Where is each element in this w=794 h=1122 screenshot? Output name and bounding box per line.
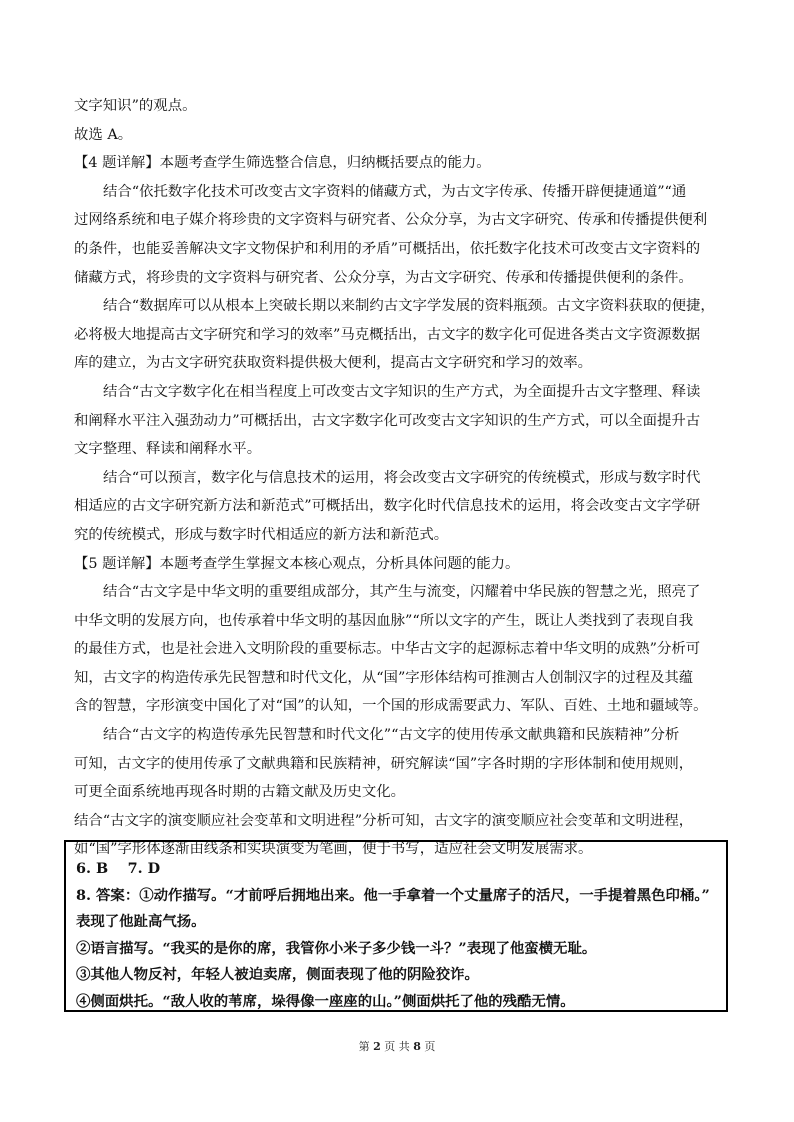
text-line: 故选 A。: [74, 126, 133, 143]
text-line: 可更全面系统地再现各时期的古籍文献及历史文化。: [74, 784, 405, 801]
text-line: 含的智慧，字形演变中国化了对“国”的认知，一个国的形成需要武力、军队、百姓、土地和疆域等。: [74, 698, 708, 715]
answer-line: ④侧面烘托。“敌人收的苇席，垛得像一座座的山。”侧面烘托了他的残酷无情。: [76, 992, 575, 1010]
total-page-number: 8: [413, 1040, 421, 1053]
text-line: 结合“古文字是中华文明的重要组成部分，其产生与流变，闪耀着中华民族的智慧之光，照亮了: [103, 584, 701, 601]
text-line: 结合“古文字数字化在相当程度上可改变古文字知识的生产方式，为全面提升古文字整理、释读: [103, 383, 701, 400]
answer-line: ②语言描写。“我买的是你的席，我管你小米子多少钱一斗？”表现了他蛮横无耻。: [76, 939, 597, 957]
footer-suffix: 页: [424, 1040, 436, 1053]
explanation-text: [74, 92, 724, 864]
text-line: 必将极大地提高古文字研究和学习的效率”马克概括出，古文字的数字化可促进各类古文字资源数据: [74, 326, 701, 343]
answer-line: 表现了他趾高气扬。: [76, 913, 206, 930]
text-line: 结合“数据库可以从根本上突破长期以来制约古文字学发展的资料瓶颈。古文字资料获取的便捷，: [103, 298, 715, 315]
text-line: 文字知识”的观点。: [74, 98, 197, 114]
text-line: 结合“古文字的演变顺应社会变革和文明进程”分析可知，古文字的演变顺应社会变革和文明进程，: [74, 812, 694, 829]
footer-middle: 页 共: [384, 1040, 410, 1053]
text-line: 库的建立，为古文字研究获取资料提供极大便利，提高古文字研究和学习的效率。: [74, 355, 593, 372]
text-line: 文字整理、释读和阐释水平。: [74, 441, 262, 458]
text-line: 和阐释水平注入强劲动力”可概括出，古文字数字化可改变古文字知识的生产方式，可以全面提升古: [74, 412, 701, 429]
footer-prefix: 第: [358, 1040, 370, 1053]
text-line: 相适应的古文字研究新方法和新范式”可概括出，数字化时代信息技术的运用，将会改变古文字学研: [74, 498, 701, 515]
page-footer: [0, 1038, 794, 1054]
section-heading-q5: 【5 题详解】本题考查学生掌握文本核心观点，分析具体问题的能力。: [74, 555, 520, 572]
text-line: 究的传统模式，形成与数字时代相适应的新方法和新范式。: [74, 526, 449, 543]
answer-line: ③其他人物反衬，年轻人被迫卖席，侧面表现了他的阴险狡诈。: [76, 966, 479, 983]
text-line: 结合“可以预言，数字化与信息技术的运用，将会改变古文字研究的传统模式，形成与数字时代: [103, 469, 701, 486]
text-line: 中华文明的发展方向，也传承着中华文明的基因血脉”“所以文字的产生，既让人类找到了表现自我: [74, 612, 694, 629]
text-line: 结合“依托数字化技术可改变古文字资料的储藏方式，为古文字传承、传播开辟便捷通道”“通: [103, 183, 687, 200]
text-line: 结合“古文字的构造传承先民智慧和时代文化”“古文字的使用传承文献典籍和民族精神”分析: [103, 727, 680, 744]
section-heading-q4: 【4 题详解】本题考查学生筛选整合信息，归纳概括要点的能力。: [74, 155, 491, 172]
text-line: 如“国”字形体逐渐由线条和实块演变为笔画，便于书写，适应社会文明发展需求。: [74, 841, 593, 858]
current-page-number: 2: [373, 1040, 381, 1053]
answer-line: 8. 答案：①动作描写。“才前呼后拥地出来。他一手拿着一个丈量席子的活尺，一手提着黑色印桶。”: [76, 886, 710, 904]
answer-line: 6. B 7. D: [76, 860, 161, 877]
text-line: 知，古文字的构造传承先民智慧和时代文化，从“国”字形体结构可推测古人创制汉字的过程及其蕴: [74, 669, 694, 686]
text-line: 可知，古文字的使用传承了文献典籍和民族精神，研究解读“国”字各时期的字形体制和使用规则，: [74, 755, 694, 772]
text-line: 过网络系统和电子媒介将珍贵的文字资料与研究者、公众分享，为古文字研究、传承和传播提供便利: [74, 212, 708, 229]
text-line: 的条件，也能妥善解决文字文物保护和利用的矛盾”可概括出，依托数字化技术可改变古文字资料的: [74, 240, 701, 257]
text-line: 储藏方式，将珍贵的文字资料与研究者、公众分享，为古文字研究、传承和传播提供便利的条件。: [74, 269, 693, 286]
text-line: 的最佳方式，也是社会进入文明阶段的重要标志。中华古文字的起源标志着中华文明的成熟”分析可: [74, 641, 701, 658]
answer-box: [64, 840, 728, 1012]
